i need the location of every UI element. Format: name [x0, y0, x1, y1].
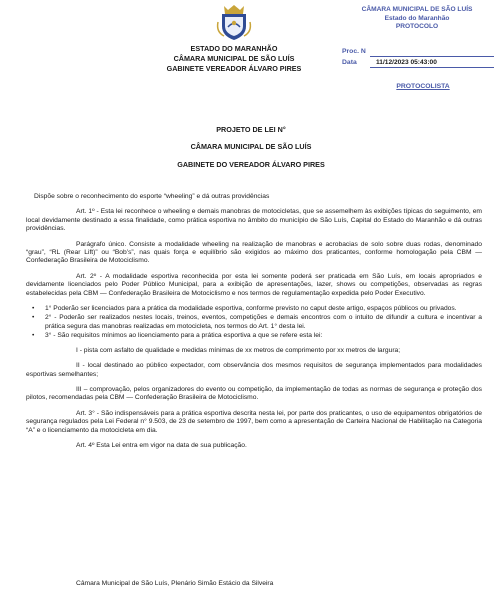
stamp-line-3: PROTOCOLO: [395, 23, 439, 30]
article-2-paragraphs: [26, 305, 482, 341]
inciso-1: I - pista com asfalto de qualidade e medidas mínimas de xx metros de comprimento por xx metros de largura;: [76, 346, 401, 354]
doc-chamber: CÂMARA MUNICIPAL DE SÃO LUÍS: [190, 142, 312, 151]
proc-number-value: [370, 47, 494, 57]
article-4: Art. 4º Esta Lei entra em vigor na data de sua publicação.: [76, 441, 247, 449]
letterhead-chamber: CÂMARA MUNICIPAL DE SÃO LUÍS: [173, 54, 295, 63]
paragraph-unico: Parágrafo único. Consiste a modalidade wheeling na realização de manobras e acrobacias de solo sobre duas rodas, denominado “grau”, “RL (Rear Lift)” ou “Bob’s”, nas quais força e equilíbrio são exigidos ao máximo dos praticantes, conforme homologação pela CBM — Confederação Brasileira de Motociclismo.: [26, 240, 482, 265]
proc-date-value: 11/12/2023 05:43:00: [370, 58, 494, 68]
paragraph-2: • 2° - Poderão ser realizados nestes locais, treinos, eventos, competições e demais encontros com o intuito de difundir a cultura e incentivar a prática segura das manobras realizadas em motocicleta, nos termos do Art. 1° desta lei.: [40, 314, 482, 331]
ementa: Dispõe sobre o reconhecimento do esporte “wheeling” e dá outras providências: [34, 193, 270, 200]
proc-date-row: [342, 57, 494, 68]
signature-line: Câmara Municipal de São Luís, Plenário Simão Estácio da Silveira: [76, 580, 274, 587]
letterhead: [140, 44, 328, 74]
article-2: Art. 2º - A modalidade esportiva reconhecida por esta lei somente poderá ser praticada em São Luís, em locais apropriados e devidamente licenciados pelo Poder Público Municipal, para a exibição de apresentações, lazer, shows ou competições, observadas as regras estabelecidas pela CBM — Confederação Brasileira de Motociclismo e nos termos de regulamentação expedida pelo Poder Executivo.: [26, 272, 482, 297]
doc-office: GABINETE DO VEREADOR ÁLVARO PIRES: [177, 160, 325, 169]
letterhead-state: ESTADO DO MARANHÃO: [190, 44, 278, 53]
protocol-fields: [342, 46, 494, 68]
letterhead-office: GABINETE VEREADOR ÁLVARO PIRES: [166, 64, 302, 73]
protocolista-label: PROTOCOLISTA: [396, 83, 450, 90]
paragraph-1: • 1° Poderão ser licenciados para a prática da modalidade esportiva, conforme previsto no caput deste artigo, espaços públicos ou privados.: [40, 305, 482, 313]
protocol-stamp: [334, 6, 500, 32]
coat-of-arms-icon: [214, 2, 254, 42]
proc-number-row: [342, 46, 494, 57]
stamp-line-2: Estado do Maranhão: [384, 14, 450, 22]
paragraph-3: • 3° - São requisitos mínimos ao licenciamento para a prática esportiva a que se refere esta lei:: [40, 332, 482, 340]
article-1: Art. 1º - Esta lei reconhece o wheeling e demais manobras de motocicletas, que se assemelhem às exibições típicas do seguimento, em local devidamente destinado a essa finalidade, como prática esportiva no âmbito do município de São Luís, Capital do Estado do Maranhão e dá outras providências.: [26, 208, 482, 233]
inciso-2: II - local destinado ao público expectador, com observância dos mesmos requisitos de segurança implementados para modalidades esportivas semelhantes;: [26, 362, 482, 378]
proc-number-label: Proc. N: [342, 48, 366, 55]
proc-date-label: Data: [342, 59, 357, 66]
bill-body: [26, 193, 482, 457]
article-3: Art. 3° - São indispensáveis para a prática esportiva descrita nesta lei, por parte dos praticantes, o uso de equipamentos obrigatórios de segurança regulados pela Lei Federal n° 9.503, de 23 de setembro de 1997, bem como a apresentação de Carteira Nacional de Habilitação na Categoria “A” e o licenciamento da motocicleta em dia.: [26, 409, 482, 434]
stamp-line-1: CÂMARA MUNICIPAL DE SÃO LUÍS: [361, 6, 473, 13]
bill-title: PROJETO DE LEI N°: [216, 125, 286, 134]
inciso-3: III – comprovação, pelos organizadores do evento ou competição, da implementação de todas as normas de segurança e proteção dos pilotos, recomendadas pela CBM — Confederação Brasileira de Motociclismo.: [26, 385, 482, 402]
